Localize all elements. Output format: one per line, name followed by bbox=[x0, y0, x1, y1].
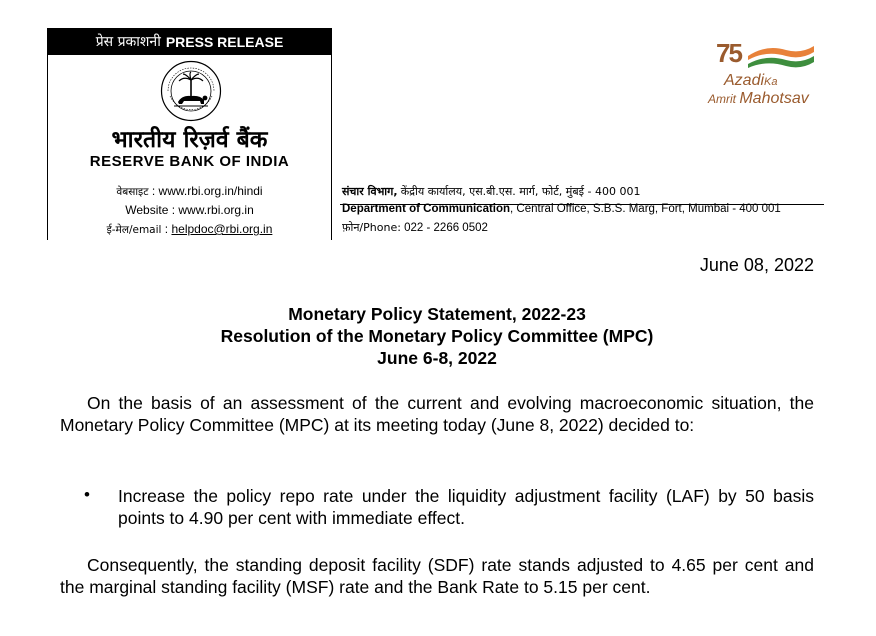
dept-hindi: संचार विभाग, bbox=[342, 185, 398, 198]
dept-english: Department of Communication bbox=[342, 203, 511, 215]
website-hindi-link[interactable]: www.rbi.org.in/hindi bbox=[158, 184, 263, 198]
website-hindi-line: वेबसाइट : www.rbi.org.in/hindi bbox=[116, 184, 263, 198]
bullet-repo-rate: Increase the policy repo rate under the liquidity adjustment facility (LAF) by 50 basis points to 4.90 per cent with immediate effect. bbox=[118, 486, 814, 528]
press-release-en: PRESS RELEASE bbox=[165, 33, 284, 50]
paragraph-consequently: Consequently, the standing deposit facility (SDF) rate stands adjusted to 4.65 per cent and the marginal standing facility (MSF) rate and the Bank Rate to 5.15 per cent. bbox=[60, 555, 814, 597]
press-release-bar bbox=[47, 28, 332, 55]
bullet-marker: • bbox=[84, 485, 90, 504]
azadi-ka-amrit-mahotsav-logo bbox=[706, 38, 846, 116]
website-english-line: Website : www.rbi.org.in bbox=[125, 203, 254, 217]
press-release-hi: प्रेस प्रकाशनी bbox=[95, 34, 161, 50]
release-date: June 08, 2022 bbox=[699, 255, 814, 275]
rbi-seal-icon bbox=[160, 60, 222, 122]
website-hindi-label: वेबसाइट bbox=[116, 186, 149, 198]
address-hindi bbox=[342, 184, 640, 199]
title-line-2: Resolution of the Monetary Policy Committee (MPC) bbox=[220, 326, 654, 346]
website-english-link[interactable]: www.rbi.org.in bbox=[178, 203, 254, 217]
phone-value: 022 - 2266 0502 bbox=[404, 222, 488, 234]
paragraph-intro: On the basis of an assessment of the current and evolving macroeconomic situation, the Monetary Policy Committee (MPC) at its meeting today (June 8, 2022) decided to: bbox=[60, 393, 814, 435]
email-link[interactable]: helpdoc@rbi.org.in bbox=[171, 222, 273, 236]
phone-line bbox=[342, 220, 488, 235]
address-hindi-text: केंद्रीय कार्यालय, एस.बी.एस. मार्ग, फोर्ट, मुंबई - 400 001 bbox=[400, 185, 641, 198]
address-english bbox=[342, 203, 781, 215]
logo-amrit: Amrit Mahotsav bbox=[708, 90, 809, 107]
title-line-1: Monetary Policy Statement, 2022-23 bbox=[288, 304, 586, 324]
logo-number: 75 bbox=[716, 38, 741, 68]
website-english-label: Website bbox=[125, 203, 169, 217]
title-line-3: June 6-8, 2022 bbox=[377, 348, 497, 368]
phone-label: फ़ोन/Phone: bbox=[342, 221, 401, 234]
logo-azadi: AzadiKa bbox=[724, 72, 778, 89]
flag-wave-icon bbox=[746, 44, 816, 70]
bank-name-hindi: भारतीय रिज़र्व बैंक bbox=[111, 127, 268, 153]
email-label: ई-मेल/email bbox=[106, 224, 162, 236]
address-english-text: , Central Office, S.B.S. Marg, Fort, Mumbai - 400 001 bbox=[510, 203, 781, 215]
email-line: ई-मेल/email : helpdoc@rbi.org.in bbox=[106, 222, 273, 236]
bank-name-english: RESERVE BANK OF INDIA bbox=[89, 153, 290, 170]
